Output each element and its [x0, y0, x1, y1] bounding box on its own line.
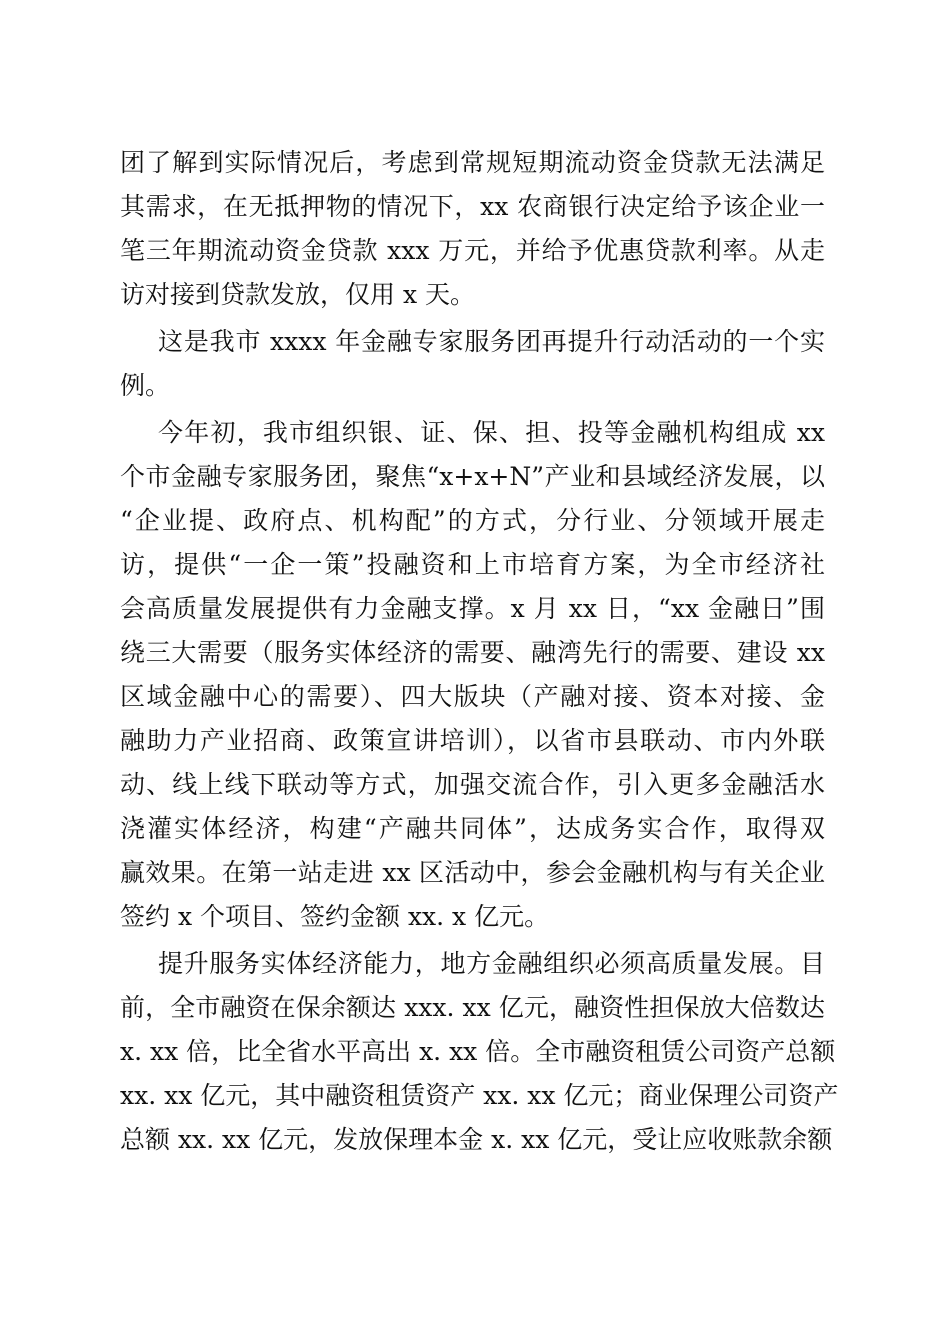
text-line: 其需求，在无抵押物的情况下，xx 农商银行决定给予该企业一 — [120, 192, 825, 221]
text-line: 访对接到贷款发放，仅用 x 天。 — [120, 280, 475, 309]
text-line: 签约 x 个项目、签约金额 xx. x 亿元。 — [120, 902, 550, 931]
text-line: 这是我市 xxxx 年金融专家服务团再提升行动活动的一个实 — [158, 327, 825, 356]
text-line: 动、线上线下联动等方式，加强交流合作，引入更多金融活水 — [120, 770, 825, 799]
text-line: 融助力产业招商、政策宣讲培训），以省市县联动、市内外联 — [120, 726, 825, 755]
text-line: 例。 — [120, 371, 171, 400]
text-line: 提升服务实体经济能力，地方金融组织必须高质量发展。目 — [158, 949, 825, 978]
text-line: 访，提供“一企一策”投融资和上市培育方案，为全市经济社 — [120, 550, 825, 579]
text-line: x. xx 倍，比全省水平高出 x. xx 倍。全市融资租赁公司资产总额 — [120, 1037, 836, 1066]
text-line: 区域金融中心的需要）、四大版块（产融对接、资本对接、金 — [120, 682, 825, 711]
text-line: 赢效果。在第一站走进 xx 区活动中，参会金融机构与有关企业 — [120, 858, 825, 887]
text-line: “企业提、政府点、机构配”的方式，分行业、分领域开展走 — [120, 506, 825, 535]
text-line: 团了解到实际情况后，考虑到常规短期流动资金贷款无法满足 — [120, 148, 825, 177]
text-line: 浇灌实体经济，构建“产融共同体”，达成务实合作，取得双 — [120, 814, 825, 843]
text-line: 总额 xx. xx 亿元，发放保理本金 x. xx 亿元，受让应收账款余额 — [120, 1125, 833, 1154]
text-line: xx. xx 亿元，其中融资租赁资产 xx. xx 亿元；商业保理公司资产 — [120, 1081, 839, 1110]
text-line: 笔三年期流动资金贷款 xxx 万元，并给予优惠贷款利率。从走 — [120, 236, 825, 265]
text-line: 会高质量发展提供有力金融支撑。x 月 xx 日，“xx 金融日”围 — [120, 594, 825, 623]
text-line: 今年初，我市组织银、证、保、担、投等金融机构组成 xx — [158, 418, 825, 447]
text-line: 个市金融专家服务团，聚焦“x+x+N”产业和县域经济发展，以 — [120, 462, 825, 491]
text-line: 前，全市融资在保余额达 xxx. xx 亿元，融资性担保放大倍数达 — [120, 993, 825, 1022]
text-line: 绕三大需要（服务实体经济的需要、融湾先行的需要、建设 xx — [120, 638, 825, 667]
